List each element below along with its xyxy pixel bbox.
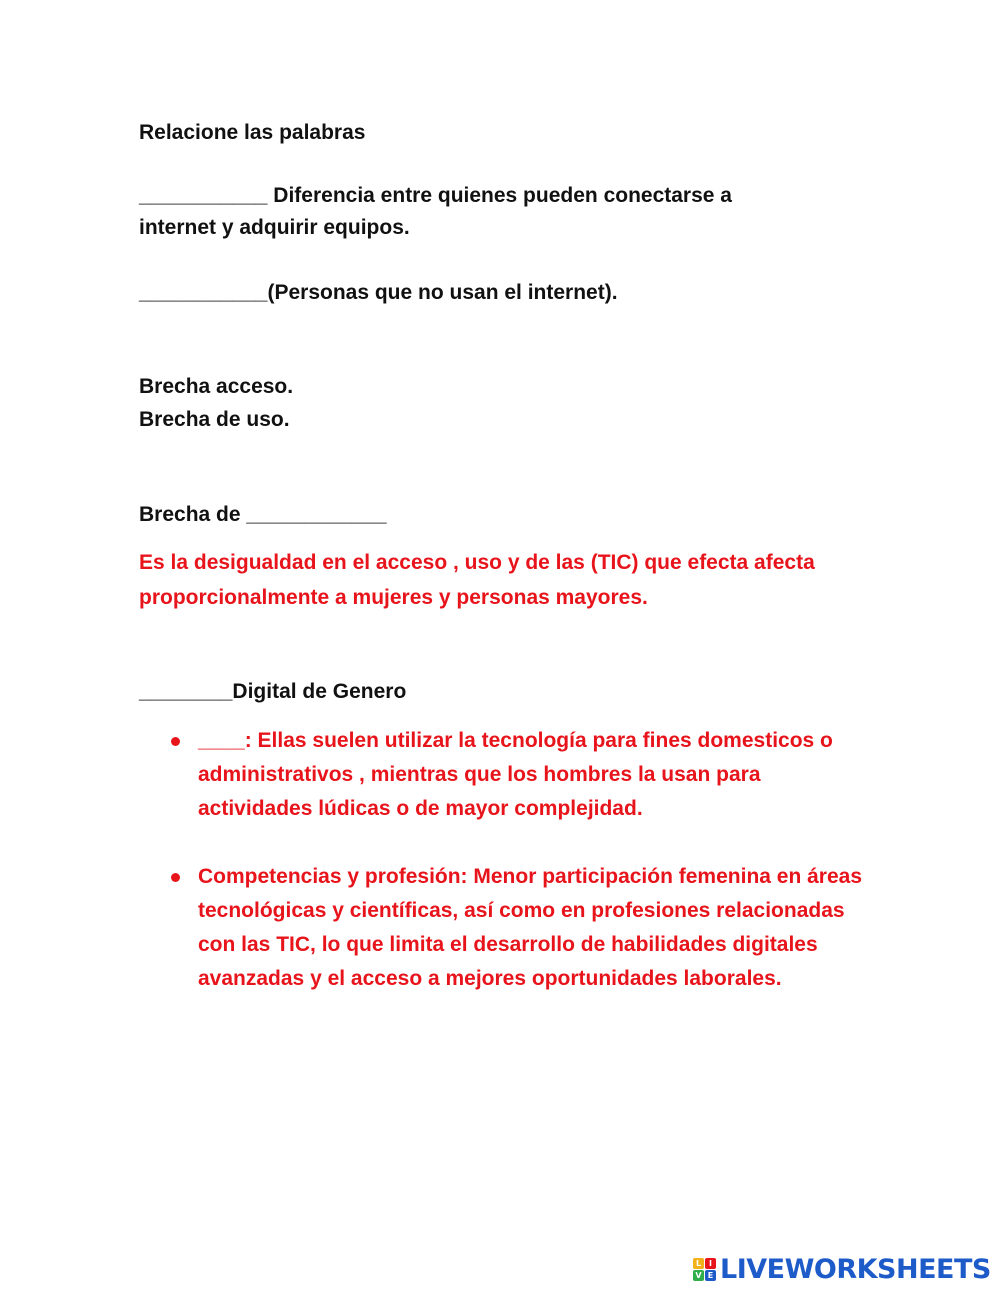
liveworksheets-mark-icon: L I V E	[693, 1258, 716, 1281]
bullet-dot-icon	[171, 737, 180, 746]
definition-line-1: Es la desigualdad en el acceso , uso y de las (TIC) que efecta afecta	[139, 551, 815, 574]
bullet-item-uso	[139, 724, 869, 826]
match-item-2: ___________(Personas que no usan el internet).	[139, 281, 618, 304]
instruction-heading: Relacione las palabras	[139, 121, 366, 144]
bullet-text: Competencias y profesión: Menor participación femenina en áreas tecnológicas y científicas, así como en profesiones relacionadas con las TIC, lo que limita el desarrollo de habilidades digitales avanzadas y el acceso a mejores oportunidades laborales.	[198, 865, 863, 990]
liveworksheets-logo-text: LIVEWORKSHEETS	[720, 1253, 991, 1285]
bullet-list	[139, 724, 869, 996]
bullet-item-competencias	[139, 860, 869, 996]
definition-line-2: proporcionalmente a mujeres y personas mayores.	[139, 586, 648, 609]
option-brecha-acceso: Brecha acceso.	[139, 375, 294, 398]
bullet-text: ____: Ellas suelen utilizar la tecnología para fines domesticos o administrativos , mientras que los hombres la usan para actividades lúdicas o de mayor complejidad.	[198, 729, 833, 820]
digital-genero-heading: ________Digital de Genero	[139, 680, 407, 703]
match-item-1-line-1: ___________ Diferencia entre quienes pueden conectarse a	[139, 184, 732, 207]
option-brecha-de-uso: Brecha de uso.	[139, 408, 290, 431]
match-item-1-line-2: internet y adquirir equipos.	[139, 216, 410, 239]
brecha-prompt: Brecha de ____________	[139, 503, 387, 526]
bullet-dot-icon	[171, 873, 180, 882]
liveworksheets-logo	[693, 1252, 991, 1286]
